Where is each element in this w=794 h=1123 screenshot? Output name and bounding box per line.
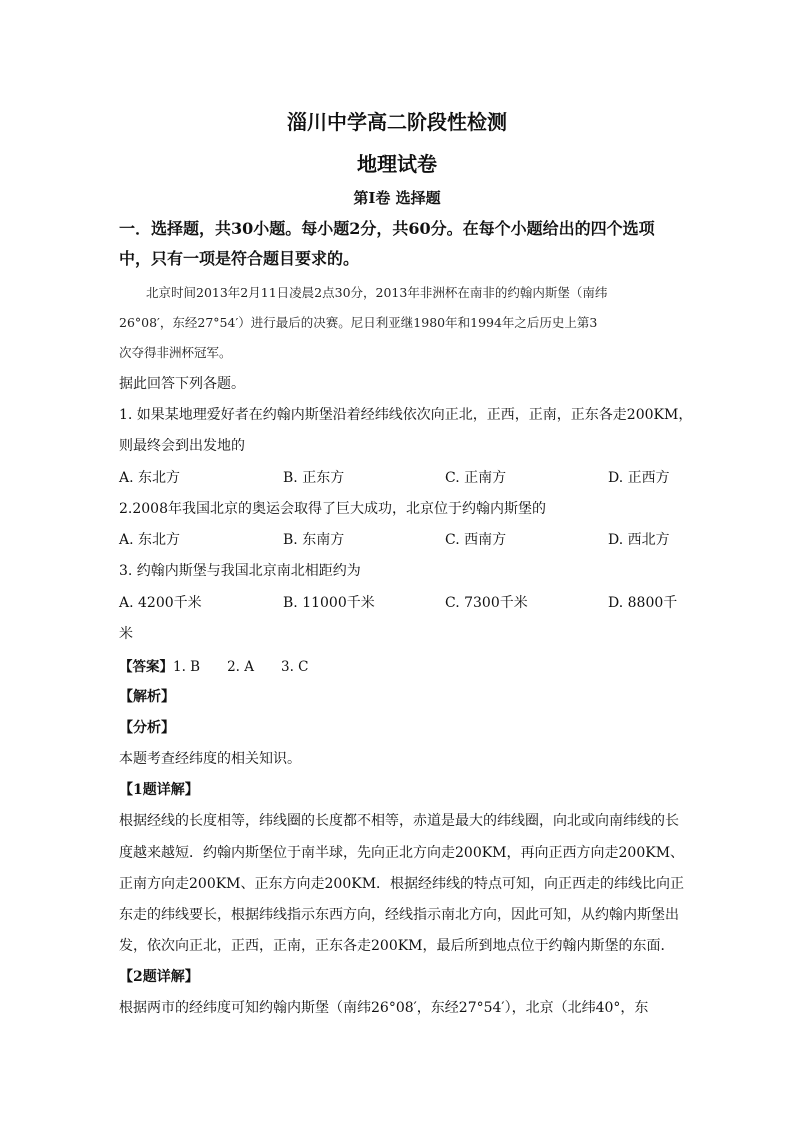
detail-2-heading: 【2题详解】 [119, 969, 199, 985]
analysis-sub-heading: 【分析】 [119, 720, 175, 736]
detail-1-line: 发，依次向正北，正西，正南，正东各走200KM，最后所到地点位于约翰内斯堡的东面． [119, 938, 675, 954]
passage-line: 北京时间2013年2月11日凌晨2点30分，2013年非洲杯在南非的约翰内斯堡（南纬 [146, 285, 608, 300]
question-2-option-c: C. 西南方 [445, 532, 507, 548]
school-title: 淄川中学高二阶段性检测 [287, 110, 507, 134]
question-3-stem: 3. 约翰内斯堡与我国北京南北相距约为 [119, 563, 361, 579]
question-1-option-b: B. 正东方 [283, 470, 345, 486]
question-2-option-d: D. 西北方 [608, 532, 670, 548]
analysis-heading: 【解析】 [119, 689, 175, 705]
detail-1-line: 度越来越短．约翰内斯堡位于南半球，先向正北方向走200KM，再向正西方向走200KM、 [119, 845, 685, 861]
detail-1-line: 根据经线的长度相等，纬线圈的长度都不相等，赤道是最大的纬线圈，向北或向南纬线的长 [119, 813, 679, 829]
section-instructions-line2: 中，只有一项是符合题目要求的。 [119, 249, 360, 268]
answer-values: 1. B 2. A 3. C [173, 659, 309, 675]
question-3-option-a: A. 4200千米 [119, 595, 202, 611]
question-3-option-b: B. 11000千米 [283, 595, 375, 611]
question-2-option-b: B. 东南方 [283, 532, 345, 548]
question-1-option-c: C. 正南方 [445, 470, 507, 486]
question-3-option-d-wrap: 米 [119, 626, 133, 642]
volume-title: 第I卷 选择题 [353, 189, 441, 207]
passage-line: 26°08′，东经27°54′）进行最后的决赛。尼日利亚继1980年和1994年之后历史上第3 [119, 315, 598, 330]
detail-1-line: 东走的纬线要长，根据纬线指示东西方向，经线指示南北方向，因此可知，从约翰内斯堡出 [119, 907, 679, 923]
question-1-stem-cont: 则最终会到出发地的 [119, 438, 245, 454]
detail-1-heading: 【1题详解】 [119, 782, 199, 798]
question-3-option-d: D. 8800千 [608, 595, 678, 611]
passage-prompt: 据此回答下列各题。 [119, 376, 245, 392]
section-instructions-line1: 一．选择题，共30小题。每小题2分，共60分。在每个小题给出的四个选项 [119, 219, 655, 238]
detail-2-line: 根据两市的经纬度可知约翰内斯堡（南纬26°08′，东经27°54′），北京（北纬40°，东 [119, 1000, 649, 1016]
subject-title: 地理试卷 [357, 152, 437, 176]
answer-label: 【答案】 [119, 659, 173, 675]
question-2-option-a: A. 东北方 [119, 532, 181, 548]
question-3-option-c: C. 7300千米 [445, 595, 528, 611]
question-2-stem: 2.2008年我国北京的奥运会取得了巨大成功，北京位于约翰内斯堡的 [119, 501, 546, 517]
question-1-option-a: A. 东北方 [119, 470, 181, 486]
question-1-option-d: D. 正西方 [608, 470, 670, 486]
analysis-summary: 本题考查经纬度的相关知识。 [119, 751, 301, 767]
passage-line: 次夺得非洲杯冠军。 [119, 345, 232, 360]
question-1-stem: 1. 如果某地理爱好者在约翰内斯堡沿着经纬线依次向正北，正西，正南，正东各走200KM， [119, 407, 693, 423]
answer-line [119, 655, 309, 675]
detail-1-line: 正南方向走200KM、正东方向走200KM．根据经纬线的特点可知，向正西走的纬线比向正 [119, 876, 685, 892]
